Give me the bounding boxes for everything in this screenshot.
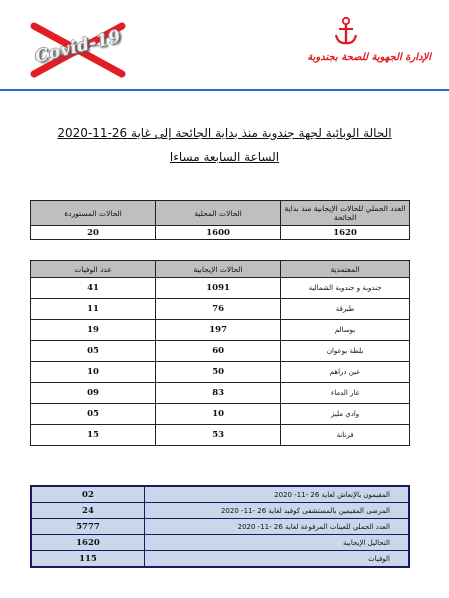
delegation-name: وادي مليز bbox=[281, 404, 410, 425]
stat-value-samples: 5777 bbox=[31, 519, 144, 535]
positive-value: 60 bbox=[156, 341, 281, 362]
anchor-emblem-icon bbox=[333, 16, 359, 46]
stat-value-icu: 02 bbox=[31, 486, 144, 503]
table-row bbox=[31, 299, 410, 320]
delegation-name: عين دراهم bbox=[281, 362, 410, 383]
deaths-value: 10 bbox=[31, 362, 156, 383]
stat-label-samples: العدد الجملي للعينات المرفوعة لغاية 26 -11- 2020 bbox=[144, 519, 409, 535]
positive-value: 10 bbox=[156, 404, 281, 425]
delegation-name: غار الدماء bbox=[281, 383, 410, 404]
delegation-name: طبرقة bbox=[281, 299, 410, 320]
table-header-row bbox=[31, 201, 410, 226]
stat-value-positive: 1620 bbox=[31, 535, 144, 551]
table-row bbox=[31, 425, 410, 446]
covid-logo-text: Covid-19 bbox=[32, 26, 124, 68]
deaths-value: 19 bbox=[31, 320, 156, 341]
stat-label-positive: التحاليل الإيجابية bbox=[144, 535, 409, 551]
org-name: الإدارة الجهوية للصحة بجندوبة bbox=[307, 52, 431, 63]
header-total-positive: العدد الجملي للحالات الإيجابية منذ بداية الجائحة bbox=[281, 201, 410, 226]
header-deaths: عدد الوفيات bbox=[31, 261, 156, 278]
delegation-name: جندوبة و جندوبة الشمالية bbox=[281, 278, 410, 299]
positive-value: 197 bbox=[156, 320, 281, 341]
table-row bbox=[31, 278, 410, 299]
local-cases-value: 1600 bbox=[156, 226, 281, 240]
table-header-row bbox=[31, 261, 410, 278]
header-divider bbox=[0, 89, 449, 91]
page-title: الحالة الوبائية لجهة جندوبة منذ بداية الجائحة إلى غاية 26-11-2020 bbox=[57, 126, 392, 140]
stat-label-icu: المقيمون بالإنعاش لغاية 26 -11- 2020 bbox=[144, 486, 409, 503]
table-row bbox=[31, 320, 410, 341]
table-row bbox=[31, 404, 410, 425]
table-row bbox=[31, 519, 409, 535]
summary-table bbox=[30, 200, 410, 240]
table-row bbox=[31, 535, 409, 551]
deaths-value: 41 bbox=[31, 278, 156, 299]
deaths-value: 15 bbox=[31, 425, 156, 446]
delegation-name: بلطة بوعوان bbox=[281, 341, 410, 362]
deaths-value: 05 bbox=[31, 341, 156, 362]
stat-value-deaths: 115 bbox=[31, 551, 144, 568]
header-imported-cases: الحالات المستوردة bbox=[31, 201, 156, 226]
stats-table bbox=[30, 485, 410, 568]
table-row bbox=[31, 341, 410, 362]
table-row bbox=[31, 551, 409, 568]
table-row bbox=[31, 486, 409, 503]
table-row bbox=[31, 226, 410, 240]
deaths-value: 11 bbox=[31, 299, 156, 320]
delegation-name: بوسالم bbox=[281, 320, 410, 341]
health-directorate-logo bbox=[261, 14, 431, 74]
delegation-name: فرنانة bbox=[281, 425, 410, 446]
positive-value: 1091 bbox=[156, 278, 281, 299]
positive-value: 76 bbox=[156, 299, 281, 320]
header-positive: الحالات الإيجابية bbox=[156, 261, 281, 278]
regions-table bbox=[30, 260, 410, 446]
positive-value: 83 bbox=[156, 383, 281, 404]
deaths-value: 09 bbox=[31, 383, 156, 404]
imported-cases-value: 20 bbox=[31, 226, 156, 240]
header-local-cases: الحالات المحلية bbox=[156, 201, 281, 226]
stat-value-hospitalized: 24 bbox=[31, 503, 144, 519]
total-positive-value: 1620 bbox=[281, 226, 410, 240]
positive-value: 50 bbox=[156, 362, 281, 383]
positive-value: 53 bbox=[156, 425, 281, 446]
header-delegation: المعتمدية bbox=[281, 261, 410, 278]
page-subtitle: الساعة السابعة مساءا bbox=[169, 150, 280, 164]
table-row bbox=[31, 383, 410, 404]
covid19-logo bbox=[22, 22, 134, 78]
stat-label-hospitalized: المرضى المقيمين بالمستشفى كوفيد لغاية 26 -11- 2020 bbox=[144, 503, 409, 519]
table-row bbox=[31, 503, 409, 519]
table-row bbox=[31, 362, 410, 383]
deaths-value: 05 bbox=[31, 404, 156, 425]
stat-label-deaths: الوفيات bbox=[144, 551, 409, 568]
